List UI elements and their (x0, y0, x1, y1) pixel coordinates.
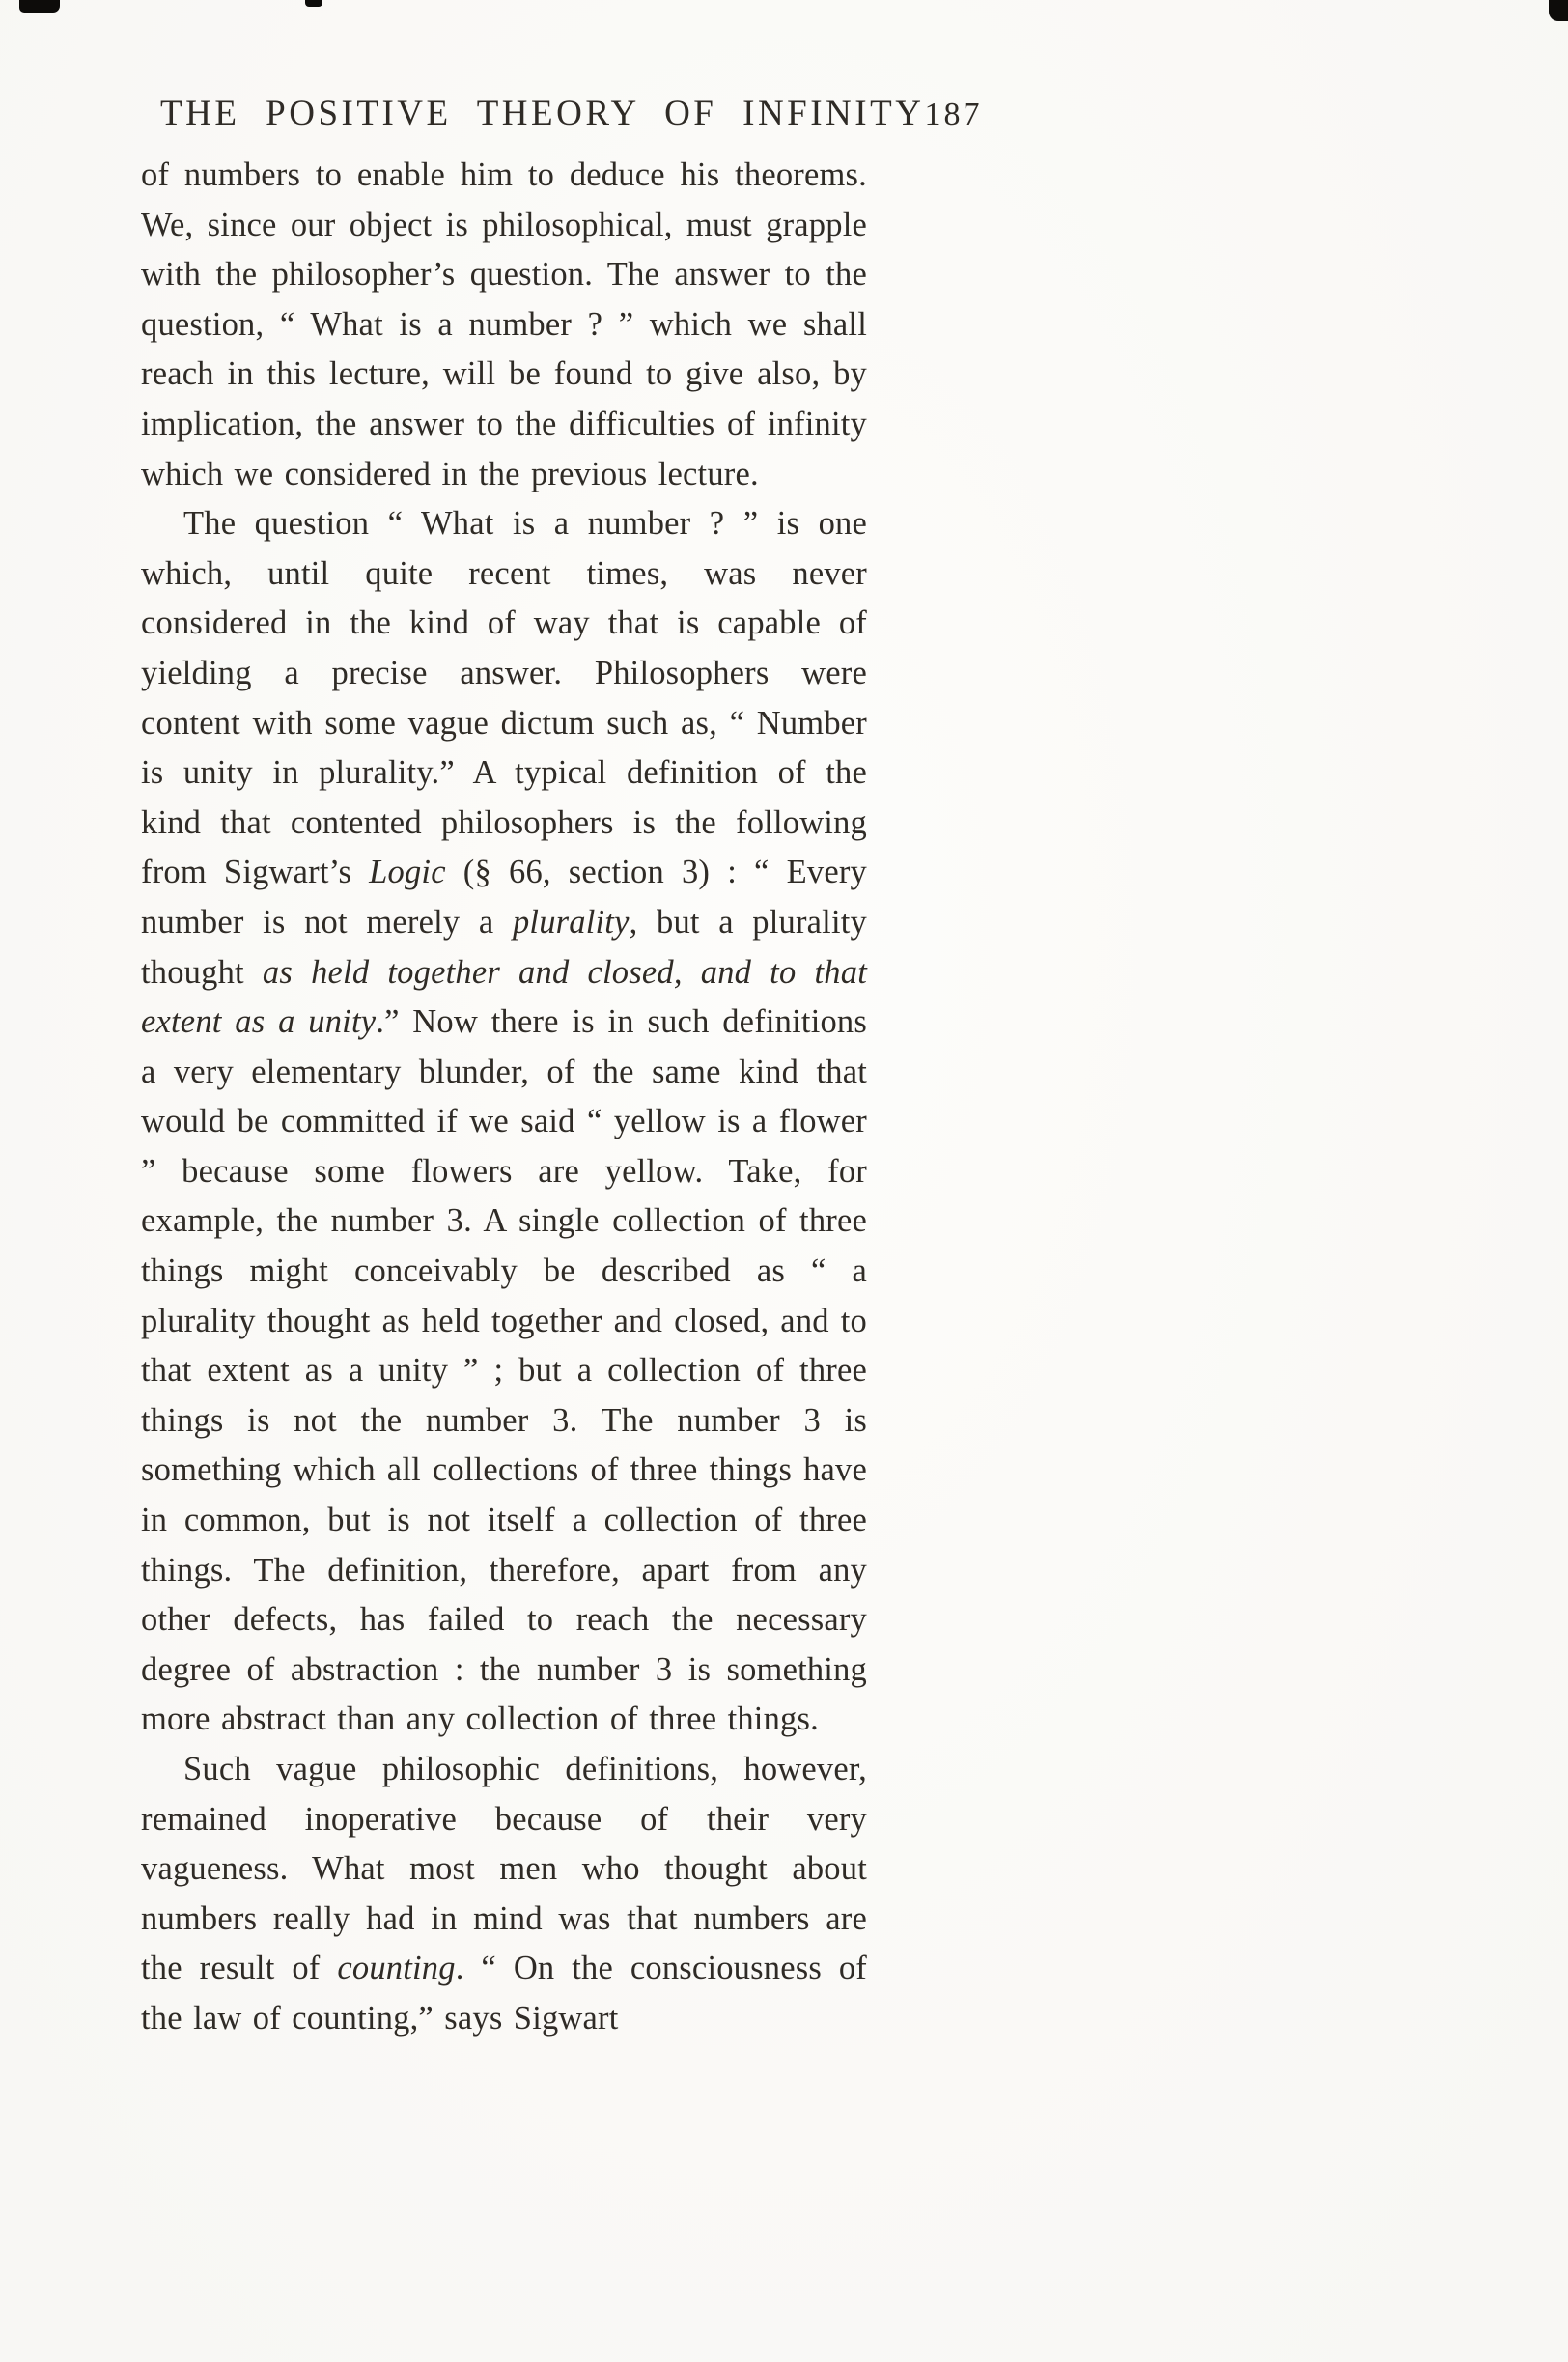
paragraph (141, 151, 867, 499)
paragraph-segment-italic: plurality (512, 903, 630, 941)
paragraph-segment: , but a plurality thought (141, 903, 867, 991)
paragraph-segment: of numbers to enable him to deduce his theorems. We, since our object is philosophical, must grapple with the philosopher’s question. The answer to the question, “ What is a number ? ” which we shall reach in this lecture, will be found to give also, by implication, the answer to the difficulties of infinity which we considered in the previous lecture. (141, 156, 867, 492)
paragraph-segment-italic: Logic (369, 854, 446, 891)
running-head-title: THE POSITIVE THEORY OF INFINITY (160, 94, 925, 133)
paragraph-segment: (§ 66, section 3) : “ Every number is not merely a (141, 854, 867, 941)
paragraph-segment: .” Now there is in such definitions a very elementary blunder, of the same kind that would be committed if we said “ yellow is a flower ” because some flowers are yellow. Take, for example, the number 3. A single collection of three things might conceivably be described as “ a plurality thought as held together and closed, and to that extent as a unity ” ; but a collection of three things is not the number 3. The number 3 is something which all collections of three things have in common, but is not itself a collection of three things. The definition, therefore, apart from any other defects, has failed to reach the necessary degree of abstraction : the number 3 is something more abstract than any collection of three things. (141, 1003, 868, 1738)
paragraph (141, 499, 867, 1745)
paragraph-segment-italic: counting (337, 1950, 456, 1987)
page-number: 187 (924, 97, 983, 132)
paragraph (141, 1745, 867, 2044)
paragraph-segment: The question “ What is a number ? ” is one which, until quite recent times, was never considered in the kind of way that is capable of yielding a precise answer. Philosophers were content with some vague dictum such as, “ Number is unity in plurality.” A typical definition of the kind that contented philosophers is the following from Sigwart’s (141, 505, 867, 891)
text-block (141, 151, 867, 2044)
paragraph-segment-italic: as held together and closed, and to that extent as a unity (141, 953, 867, 1041)
scan-artifact (1549, 0, 1568, 21)
running-head (141, 93, 983, 134)
paragraph-segment: Such vague philosophic definitions, however, remained inoperative because of their very vagueness. What most men who thought about numbers really had in mind was that numbers are the result of (141, 1751, 867, 1987)
scan-artifact (19, 0, 60, 13)
paragraph-segment: . “ On the consciousness of the law of counting,” says Sigwart (141, 1950, 867, 2037)
scan-artifact (305, 0, 322, 7)
